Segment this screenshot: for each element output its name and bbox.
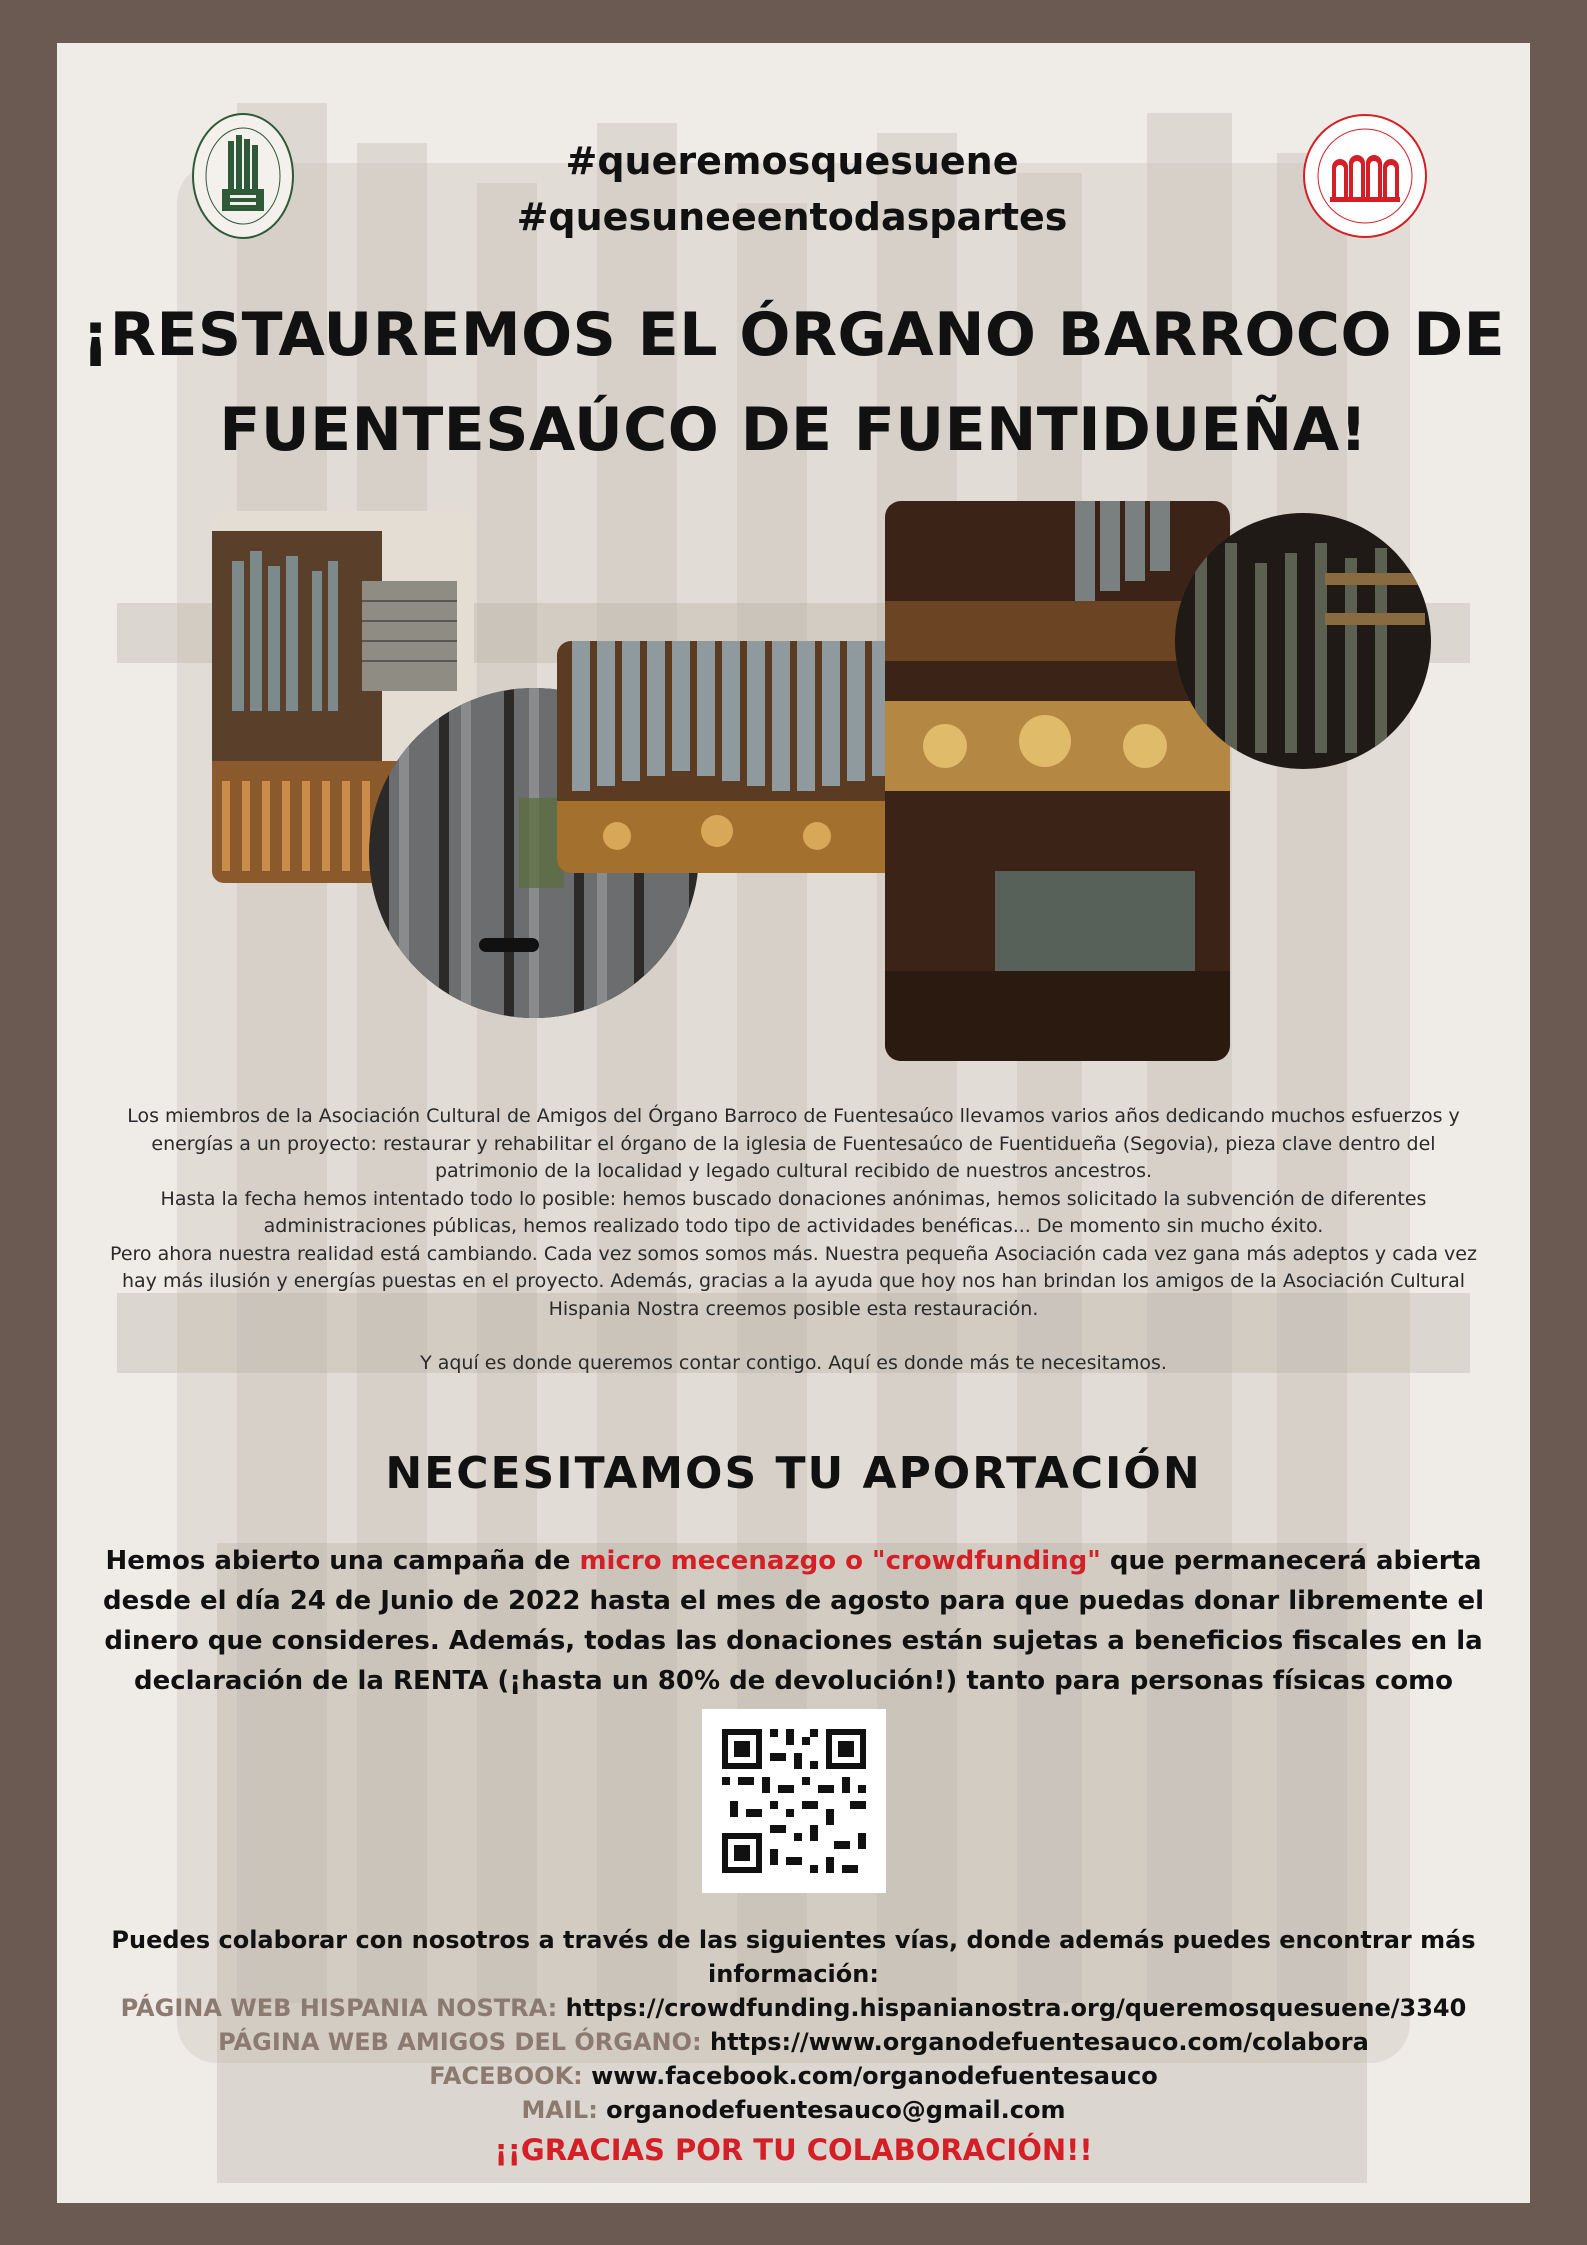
contact-row-facebook: [77, 2059, 1510, 2093]
thanks-message: ¡¡GRACIAS POR TU COLABORACIÓN!!: [494, 2133, 1093, 2167]
contact-label: PÁGINA WEB HISPANIA NOSTRA:: [120, 1994, 558, 2022]
intro-paragraph-3: Pero ahora nuestra realidad está cambiando. Cada vez somos somos más. Nuestra pequeña Asociación cada vez gana más adeptos y cada vez hay más ilusión y energías puestas en el proyecto. Además, gracias a la ayuda que hoy nos han brindan los amigos de la Asociación Cultural Hispania Nostra creemos posible esta restauración.: [110, 1242, 1477, 1320]
section-title: NECESITAMOS TU APORTACIÓN: [385, 1448, 1202, 1499]
hashtag-2: #quesuneeentodaspartes: [516, 195, 1068, 239]
contact-row-mail: [77, 2093, 1510, 2127]
intro-paragraph-1: Los miembros de la Asociación Cultural de Amigos del Órgano Barroco de Fuentesaúco llevamos varios años dedicando muchos esfuerzos y energías a un proyecto: restaurar y rehabilitar el órgano de la iglesia de Fuentesaúco de Fuentidueña (Segovia), pieza clave dentro del patrimonio de la localidad y legado cultural recibido de nuestros ancestros.: [127, 1105, 1460, 1182]
intro-paragraph-4: Y aquí es donde queremos contar contigo. Aquí es donde más te necesitamos.: [420, 1352, 1167, 1374]
title-line-2: FUENTESAÚCO DE FUENTIDUEÑA!: [219, 395, 1368, 465]
contact-intro: Puedes colaborar con nosotros a través de las siguientes vías, donde además puedes encontrar más información:: [111, 1926, 1476, 1988]
contact-label: FACEBOOK:: [429, 2062, 583, 2090]
organ-photo-interior: [1175, 513, 1431, 769]
page-title: [77, 288, 1510, 478]
facebook-link[interactable]: www.facebook.com/organodefuentesauco: [591, 2062, 1158, 2090]
organ-photo-carved-case: [885, 501, 1230, 1061]
hashtags: [357, 133, 1227, 245]
hispania-nostra-link[interactable]: https://crowdfunding.hispanianostra.org/queremosquesuene/3340: [565, 1994, 1467, 2022]
contact-label: PÁGINA WEB AMIGOS DEL ÓRGANO:: [218, 2028, 702, 2056]
amigos-organo-link[interactable]: https://www.organodefuentesauco.com/colabora: [710, 2028, 1369, 2056]
intro-text: [97, 1103, 1490, 1378]
hashtag-1: #queremosquesuene: [565, 139, 1019, 183]
qr-code[interactable]: [702, 1709, 886, 1893]
intro-paragraph-2: Hasta la fecha hemos intentado todo lo posible: hemos buscado donaciones anónimas, hemos solicitado la subvención de diferentes administraciones públicas, hemos realizado todo tipo de actividades benéficas... De momento sin mucho éxito.: [160, 1187, 1427, 1237]
asociacion-logo: [190, 111, 296, 241]
contact-section: [77, 1923, 1510, 2127]
email-link[interactable]: organodefuentesauco@gmail.com: [606, 2096, 1066, 2124]
title-line-1: ¡RESTAUREMOS EL ÓRGANO BARROCO DE: [81, 300, 1506, 370]
campaign-highlight: micro mecenazgo o "crowdfunding": [579, 1546, 1101, 1576]
paragraph-gap: [97, 1323, 1490, 1350]
campaign-text-start: Hemos abierto una campaña de: [105, 1546, 580, 1576]
contact-label: MAIL:: [521, 2096, 598, 2124]
contact-row-hispania: [77, 1991, 1510, 2025]
hispania-nostra-logo: [1302, 113, 1428, 239]
contact-row-amigos: [77, 2025, 1510, 2059]
campaign-text-end: que permanecerá abierta desde el día 24 de Junio de 2022 hasta el mes de agosto para que puedas donar libremente el dinero que consideres. Además, todas las donaciones están sujetas a beneficios fiscales en la declaración de la RENTA (¡hasta un 80% de devolución!) tanto para personas físicas como: [102, 1546, 1485, 1696]
poster: [57, 43, 1530, 2203]
